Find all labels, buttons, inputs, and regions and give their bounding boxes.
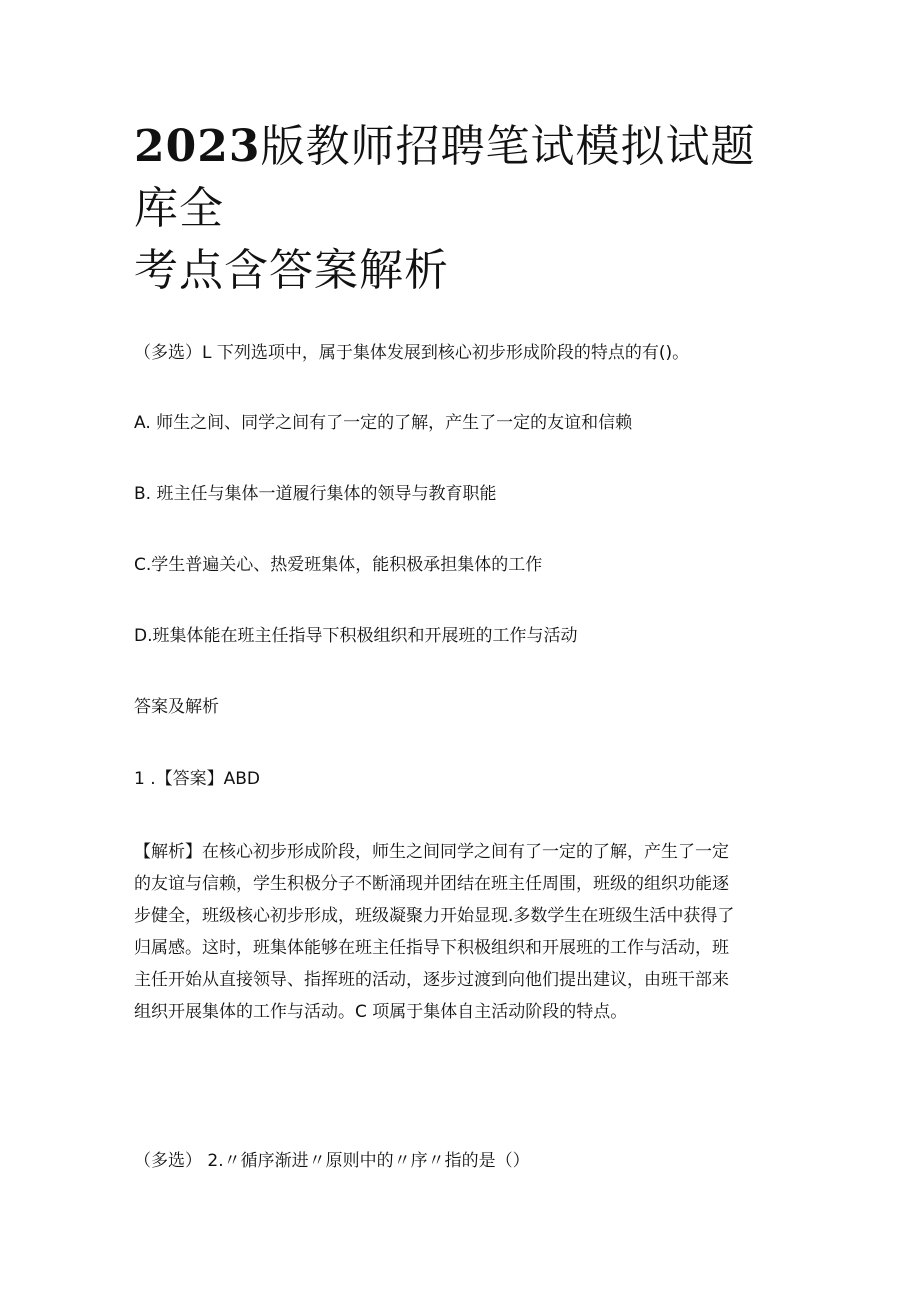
analysis-line: 主任开始从直接领导、指挥班的活动，逐步过渡到向他们提出建议，由班干部来 [134, 970, 729, 990]
analysis-line: 的友谊与信赖，学生积极分子不断涌现并团结在班主任周围，班级的组织功能逐 [134, 874, 729, 894]
option-b: B. 班主任与集体一道履行集体的领导与教育职能 [134, 484, 497, 504]
analysis-line: 归属感。这时，班集体能够在班主任指导下积极组织和开展班的工作与活动，班 [134, 938, 729, 958]
option-c: C.学生普遍关心、热爱班集体，能积极承担集体的工作 [134, 555, 543, 575]
title-line2: 考点含答案解析 [134, 245, 449, 296]
analysis-paragraph [134, 836, 794, 1028]
document-title [134, 116, 794, 302]
answer-heading: 答案及解析 [134, 697, 219, 717]
question-1: （多选）L 下列选项中，属于集体发展到核心初步形成阶段的特点的有()。 [134, 343, 690, 363]
title-year: 2023 [134, 121, 261, 172]
question-2: （多选） 2.〃循序渐进〃原则中的〃序〃指的是（） [134, 1151, 530, 1171]
answer-1: 1 .【答案】ABD [134, 769, 261, 789]
analysis-line: 步健全，班级核心初步形成，班级凝聚力开始显现.多数学生在班级生活中获得了 [134, 906, 735, 926]
analysis-line: 【解析】在核心初步形成阶段，师生之间同学之间有了一定的了解，产生了一定 [134, 842, 729, 862]
option-d: D.班集体能在班主任指导下积极组织和开展班的工作与活动 [134, 626, 578, 646]
option-a: A. 师生之间、同学之间有了一定的了解，产生了一定的友谊和信赖 [134, 413, 633, 433]
analysis-line: 组织开展集体的工作与活动。C 项属于集体自主活动阶段的特点。 [134, 1002, 628, 1022]
title-line1: 版教师招聘笔试模拟试题库全 [134, 121, 756, 234]
